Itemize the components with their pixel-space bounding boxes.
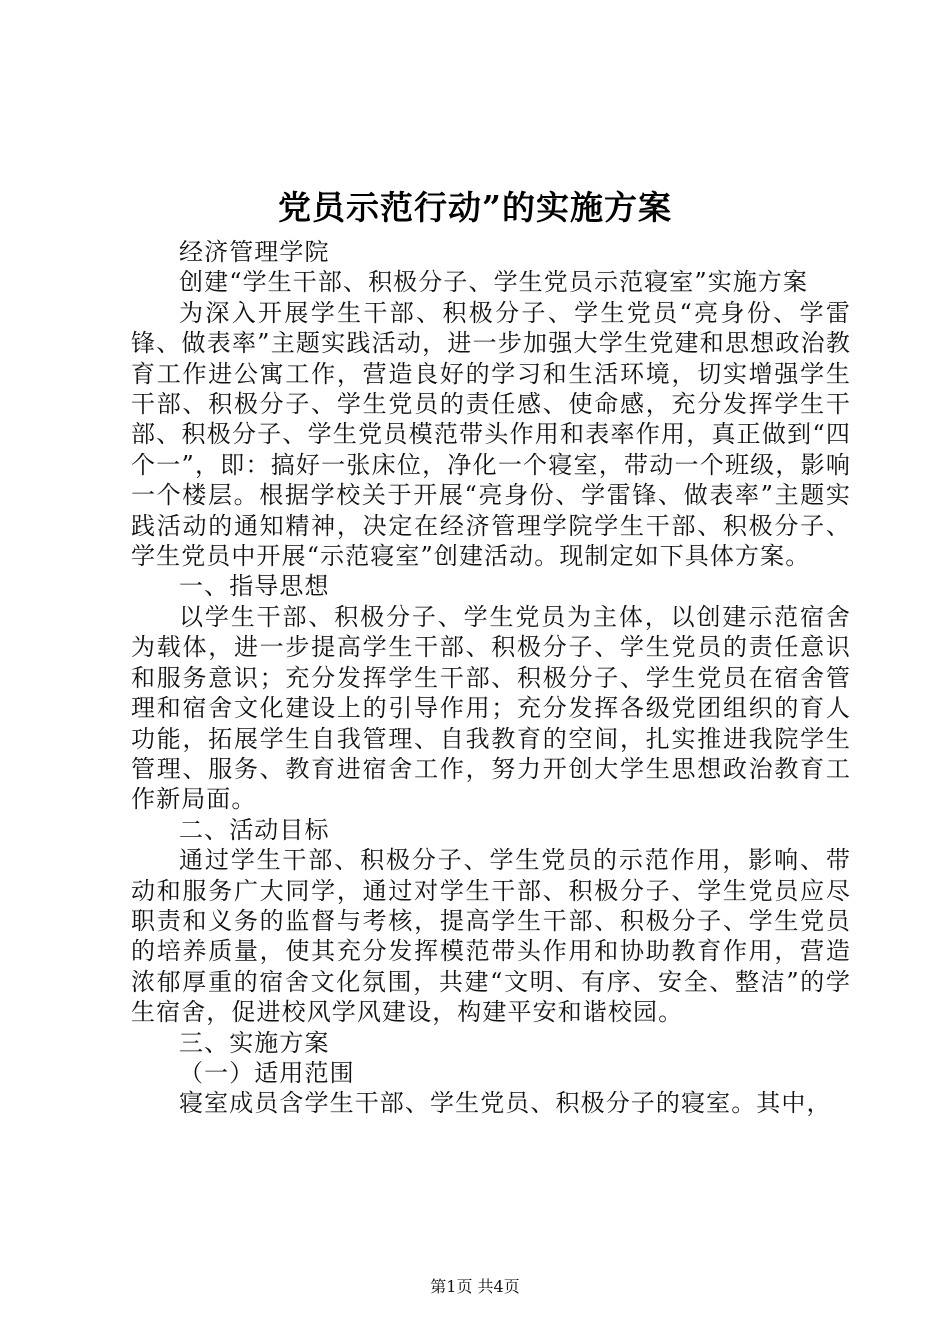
section-heading-implementation: 三、实施方案	[179, 1028, 330, 1057]
paragraph-subtitle: 创建“学生干部、积极分子、学生党员示范寝室”实施方案	[179, 268, 809, 297]
paragraph-activity-goals: 通过学生干部、积极分子、学生党员的示范作用，影响、带动和服务广大同学，通过对学生干部、积极分子、学生党员应尽职责和义务的监督与考核，提高学生干部、积极分子、学生党员的培养质量，使其充分发挥模范带头作用和协助教育作用，营造浓郁厚重的宿舍文化氛围，共建“文明、有序、安全、整洁”的学生宿舍，促进校风学风建设，构建平安和谐校园。	[131, 846, 851, 1027]
section-heading-activity-goals: 二、活动目标	[179, 815, 330, 844]
page-footer: 第1页 共4页	[430, 1277, 520, 1296]
paragraph-scope: 寝室成员含学生干部、学生党员、积极分子的寝室。其中，	[179, 1089, 832, 1118]
section-heading-guiding-thought: 一、指导思想	[179, 572, 330, 601]
document-title: 党员示范行动”的实施方案	[278, 188, 672, 227]
document-body	[131, 237, 851, 1119]
subsection-heading-scope: （一）适用范围	[179, 1058, 355, 1087]
paragraph-guiding-thought: 以学生干部、积极分子、学生党员为主体，以创建示范宿舍为载体，进一步提高学生干部、积极分子、学生党员的责任意识和服务意识；充分发挥学生干部、积极分子、学生党员在宿舍管理和宿舍文化建设上的引导作用；充分发挥各级党团组织的育人功能，拓展学生自我管理、自我教育的空间，扎实推进我院学生管理、服务、教育进宿舍工作，努力开创大学生思想政治教育工作新局面。	[131, 602, 851, 814]
paragraph-intro: 为深入开展学生干部、积极分子、学生党员“亮身份、学雷锋、做表率”主题实践活动，进一步加强大学生党建和思想政治教育工作进公寓工作，营造良好的学习和生活环境，切实增强学生干部、积极分子、学生党员的责任感、使命感，充分发挥学生干部、积极分子、学生党员模范带头作用和表率作用，真正做到“四个一”，即：搞好一张床位，净化一个寝室，带动一个班级，影响一个楼层。根据学校关于开展“亮身份、学雷锋、做表率”主题实践活动的通知精神，决定在经济管理学院学生干部、积极分子、学生党员中开展“示范寝室”创建活动。现制定如下具体方案。	[131, 298, 851, 571]
paragraph-department: 经济管理学院	[179, 238, 330, 266]
